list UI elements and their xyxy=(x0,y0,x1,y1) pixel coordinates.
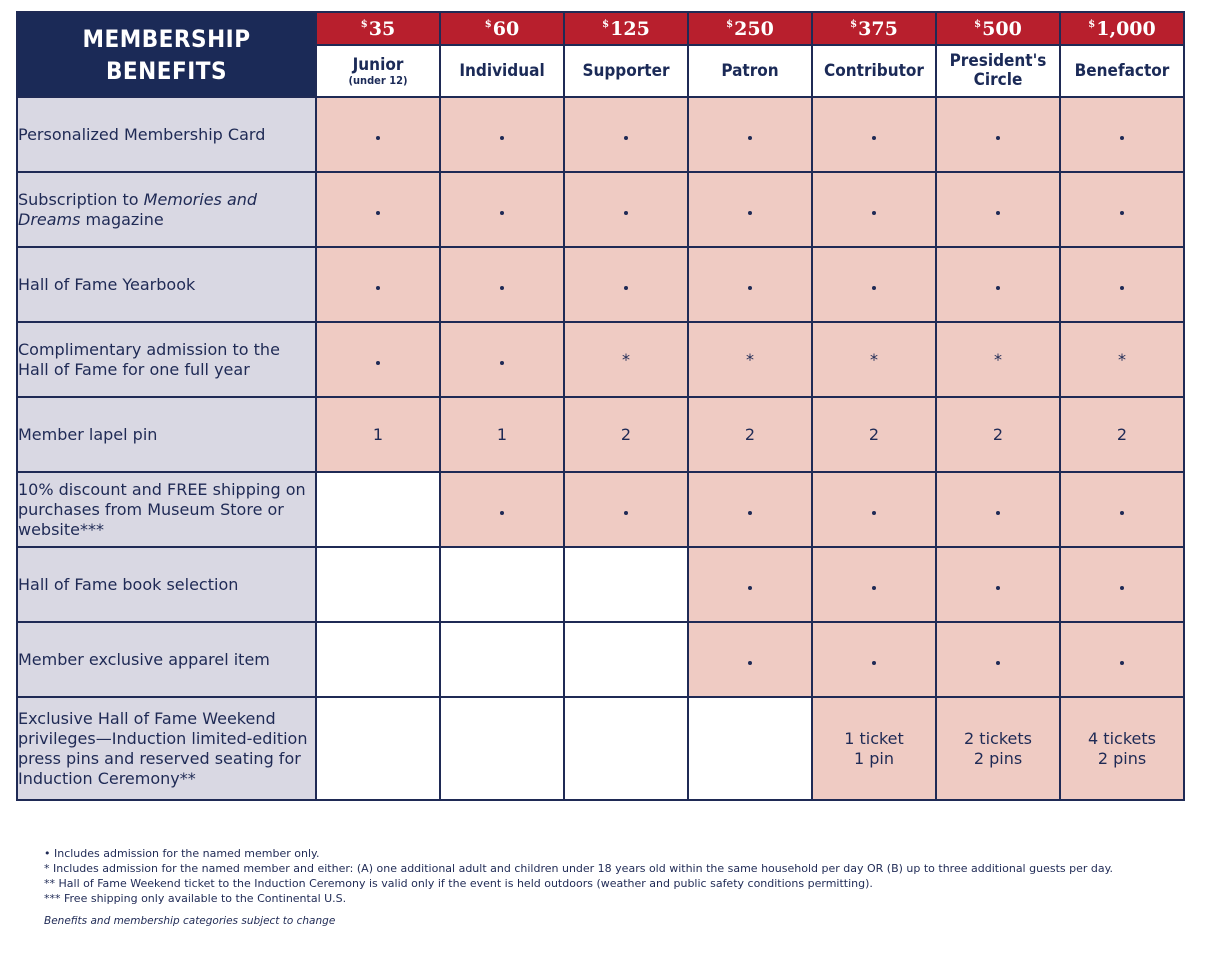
currency-symbol: $ xyxy=(1088,18,1096,30)
benefit-cell-text: * xyxy=(1118,349,1126,369)
benefit-cell-text: 1 xyxy=(372,424,384,444)
benefit-cell-included xyxy=(812,472,936,547)
tier-name-benefactor: Benefactor xyxy=(1060,45,1184,97)
disclaimer: Benefits and membership categories subject to change xyxy=(44,915,336,927)
benefit-cell-included xyxy=(936,397,1060,472)
included-dot-icon xyxy=(500,136,504,140)
tier-price xyxy=(936,12,1060,45)
tier-age-note: (under 12) xyxy=(348,73,408,87)
table-title-line2: BENEFITS xyxy=(105,56,228,85)
tier-price xyxy=(564,12,688,45)
benefit-cell-text: 2 xyxy=(992,424,1004,444)
benefit-cell-included xyxy=(440,397,564,472)
included-dot-icon xyxy=(748,511,752,515)
footnotes xyxy=(44,846,1164,928)
benefit-cell-text: * xyxy=(622,349,630,369)
included-dot-icon xyxy=(624,211,628,215)
included-dot-icon xyxy=(624,511,628,515)
benefit-cell-included xyxy=(812,172,936,247)
benefit-label: 10% discount and FREE shipping on purchases from Museum Store or website*** xyxy=(17,472,316,547)
benefit-cell-included xyxy=(1060,247,1184,322)
tier-name-text: President's Circle xyxy=(949,51,1047,90)
benefit-cell-included xyxy=(564,97,688,172)
tier-name-junior xyxy=(316,45,440,97)
table-title xyxy=(17,12,316,97)
included-dot-icon xyxy=(872,286,876,290)
benefit-cell-included xyxy=(1060,322,1184,397)
included-dot-icon xyxy=(872,136,876,140)
benefit-cell-included xyxy=(1060,97,1184,172)
currency-symbol: $ xyxy=(484,18,492,30)
included-dot-icon xyxy=(376,361,380,365)
included-dot-icon xyxy=(1120,286,1124,290)
benefit-cell-included xyxy=(688,97,812,172)
benefit-cell-text: 2 pins xyxy=(973,748,1023,768)
included-dot-icon xyxy=(996,661,1000,665)
included-dot-icon xyxy=(996,211,1000,215)
benefit-cell-included xyxy=(936,547,1060,622)
benefit-cell-text: 4 tickets xyxy=(1088,728,1156,748)
benefit-cell-text: 1 ticket xyxy=(844,728,904,748)
benefit-label: Hall of Fame book selection xyxy=(17,547,316,622)
included-dot-icon xyxy=(1120,586,1124,590)
included-dot-icon xyxy=(872,661,876,665)
benefit-cell-included xyxy=(1060,622,1184,697)
currency-symbol: $ xyxy=(974,18,982,30)
benefit-cell-included xyxy=(936,472,1060,547)
included-dot-icon xyxy=(996,511,1000,515)
benefit-cell-empty xyxy=(440,547,564,622)
benefit-cell-empty xyxy=(316,472,440,547)
tier-name-supporter: Supporter xyxy=(564,45,688,97)
benefit-label: Subscription to Memories and Dreams magazine xyxy=(17,172,316,247)
included-dot-icon xyxy=(376,136,380,140)
benefit-label: Complimentary admission to the Hall of Fame for one full year xyxy=(17,322,316,397)
benefit-cell-included xyxy=(564,172,688,247)
benefit-cell-included xyxy=(440,472,564,547)
benefit-cell-included xyxy=(936,697,1060,800)
tier-price xyxy=(812,12,936,45)
table-row xyxy=(17,172,1184,247)
tier-price xyxy=(688,12,812,45)
benefit-label: Exclusive Hall of Fame Weekend privileges—Induction limited-edition press pins and reserved seating for Induction Ceremony** xyxy=(17,697,316,800)
included-dot-icon xyxy=(1120,511,1124,515)
benefit-cell-included xyxy=(440,322,564,397)
benefit-cell-included xyxy=(1060,472,1184,547)
benefit-cell-included xyxy=(812,547,936,622)
benefit-cell-included xyxy=(936,622,1060,697)
price-amount: 375 xyxy=(858,17,898,40)
included-dot-icon xyxy=(996,586,1000,590)
price-amount: 35 xyxy=(368,17,396,40)
benefit-cell-empty xyxy=(688,697,812,800)
benefit-cell-empty xyxy=(316,697,440,800)
benefit-cell-included xyxy=(688,547,812,622)
included-dot-icon xyxy=(500,211,504,215)
benefit-cell-text: 2 xyxy=(620,424,632,444)
included-dot-icon xyxy=(624,136,628,140)
included-dot-icon xyxy=(500,361,504,365)
included-dot-icon xyxy=(872,511,876,515)
footnote-single-asterisk: * Includes admission for the named member and either: (A) one additional adult and children under 18 years old within the same household per day OR (B) up to three additional guests per day. xyxy=(44,862,1114,875)
table-row xyxy=(17,622,1184,697)
currency-symbol: $ xyxy=(726,18,734,30)
benefit-cell-included xyxy=(936,97,1060,172)
benefit-cell-included xyxy=(316,172,440,247)
benefit-cell-empty xyxy=(316,547,440,622)
benefit-cell-empty xyxy=(564,547,688,622)
included-dot-icon xyxy=(872,211,876,215)
included-dot-icon xyxy=(748,661,752,665)
benefit-cell-included xyxy=(564,397,688,472)
currency-symbol: $ xyxy=(360,18,368,30)
table-row xyxy=(17,97,1184,172)
footnote-bullet: • Includes admission for the named member only. xyxy=(44,847,320,860)
tier-price xyxy=(316,12,440,45)
tier-price xyxy=(1060,12,1184,45)
benefit-cell-included xyxy=(812,247,936,322)
included-dot-icon xyxy=(500,286,504,290)
tier-name-contributor: Contributor xyxy=(812,45,936,97)
benefit-cell-included xyxy=(812,697,936,800)
benefit-cell-included xyxy=(564,247,688,322)
benefit-cell-included xyxy=(316,322,440,397)
included-dot-icon xyxy=(748,586,752,590)
benefit-cell-text: 2 xyxy=(744,424,756,444)
benefit-cell-included xyxy=(688,622,812,697)
benefit-cell-text: * xyxy=(746,349,754,369)
included-dot-icon xyxy=(872,586,876,590)
benefit-cell-text: 1 pin xyxy=(853,748,894,768)
included-dot-icon xyxy=(376,286,380,290)
benefit-cell-empty xyxy=(564,697,688,800)
price-amount: 60 xyxy=(492,17,520,40)
price-amount: 125 xyxy=(610,17,650,40)
footnote-double-asterisk: ** Hall of Fame Weekend ticket to the Induction Ceremony is valid only if the event is held outdoors (weather and public safety conditions permitting). xyxy=(44,877,873,890)
benefit-cell-included xyxy=(1060,397,1184,472)
included-dot-icon xyxy=(996,286,1000,290)
benefit-cell-text: 2 pins xyxy=(1097,748,1147,768)
table-row xyxy=(17,697,1184,800)
benefit-cell-empty xyxy=(440,622,564,697)
benefit-cell-text: * xyxy=(994,349,1002,369)
membership-benefits-table xyxy=(16,11,1185,801)
benefit-cell-included xyxy=(688,247,812,322)
benefit-cell-included xyxy=(936,322,1060,397)
benefit-cell-included xyxy=(440,97,564,172)
table-title-line1: MEMBERSHIP xyxy=(82,24,251,53)
table-row xyxy=(17,397,1184,472)
price-amount: 500 xyxy=(982,17,1022,40)
benefit-cell-empty xyxy=(440,697,564,800)
included-dot-icon xyxy=(748,211,752,215)
benefit-cell-empty xyxy=(564,622,688,697)
benefit-cell-included xyxy=(812,97,936,172)
membership-benefits-table-wrap xyxy=(16,11,1185,801)
table-row xyxy=(17,247,1184,322)
benefit-cell-included xyxy=(564,472,688,547)
benefit-cell-text: * xyxy=(870,349,878,369)
included-dot-icon xyxy=(624,286,628,290)
benefit-cell-included xyxy=(1060,172,1184,247)
benefit-cell-included xyxy=(688,322,812,397)
currency-symbol: $ xyxy=(602,18,610,30)
table-row xyxy=(17,322,1184,397)
tier-name-patron: Patron xyxy=(688,45,812,97)
benefit-label: Hall of Fame Yearbook xyxy=(17,247,316,322)
currency-symbol: $ xyxy=(850,18,858,30)
price-row xyxy=(17,12,1184,45)
tier-name-text: Junior xyxy=(352,54,404,75)
tier-price xyxy=(440,12,564,45)
benefit-cell-included xyxy=(316,247,440,322)
tier-name-individual: Individual xyxy=(440,45,564,97)
benefit-cell-included xyxy=(688,472,812,547)
benefit-label: Member lapel pin xyxy=(17,397,316,472)
price-amount: 250 xyxy=(734,17,774,40)
included-dot-icon xyxy=(376,211,380,215)
benefit-cell-included xyxy=(1060,547,1184,622)
benefit-cell-included xyxy=(564,322,688,397)
included-dot-icon xyxy=(500,511,504,515)
included-dot-icon xyxy=(996,136,1000,140)
benefit-cell-text: 2 xyxy=(868,424,880,444)
benefit-cell-included xyxy=(316,397,440,472)
benefit-cell-empty xyxy=(316,622,440,697)
benefit-cell-included xyxy=(1060,697,1184,800)
included-dot-icon xyxy=(748,286,752,290)
benefit-cell-included xyxy=(812,397,936,472)
benefit-label: Member exclusive apparel item xyxy=(17,622,316,697)
benefit-cell-included xyxy=(812,622,936,697)
benefit-cell-included xyxy=(688,172,812,247)
benefit-rows xyxy=(17,97,1184,800)
included-dot-icon xyxy=(748,136,752,140)
footnote-triple-asterisk: *** Free shipping only available to the Continental U.S. xyxy=(44,892,347,905)
benefit-label: Personalized Membership Card xyxy=(17,97,316,172)
benefit-cell-included xyxy=(936,247,1060,322)
benefit-cell-included xyxy=(812,322,936,397)
benefit-cell-included xyxy=(936,172,1060,247)
benefit-cell-included xyxy=(440,172,564,247)
benefit-cell-included xyxy=(688,397,812,472)
benefit-cell-text: 1 xyxy=(496,424,508,444)
table-row xyxy=(17,472,1184,547)
table-row xyxy=(17,547,1184,622)
included-dot-icon xyxy=(1120,211,1124,215)
price-amount: 1,000 xyxy=(1096,17,1156,40)
tier-name-presidents-circle xyxy=(936,45,1060,97)
benefit-cell-text: 2 xyxy=(1116,424,1128,444)
benefit-cell-included xyxy=(316,97,440,172)
benefit-cell-included xyxy=(440,247,564,322)
included-dot-icon xyxy=(1120,661,1124,665)
benefit-cell-text: 2 tickets xyxy=(964,728,1032,748)
magazine-title: Memories and Dreams xyxy=(18,189,258,229)
included-dot-icon xyxy=(1120,136,1124,140)
